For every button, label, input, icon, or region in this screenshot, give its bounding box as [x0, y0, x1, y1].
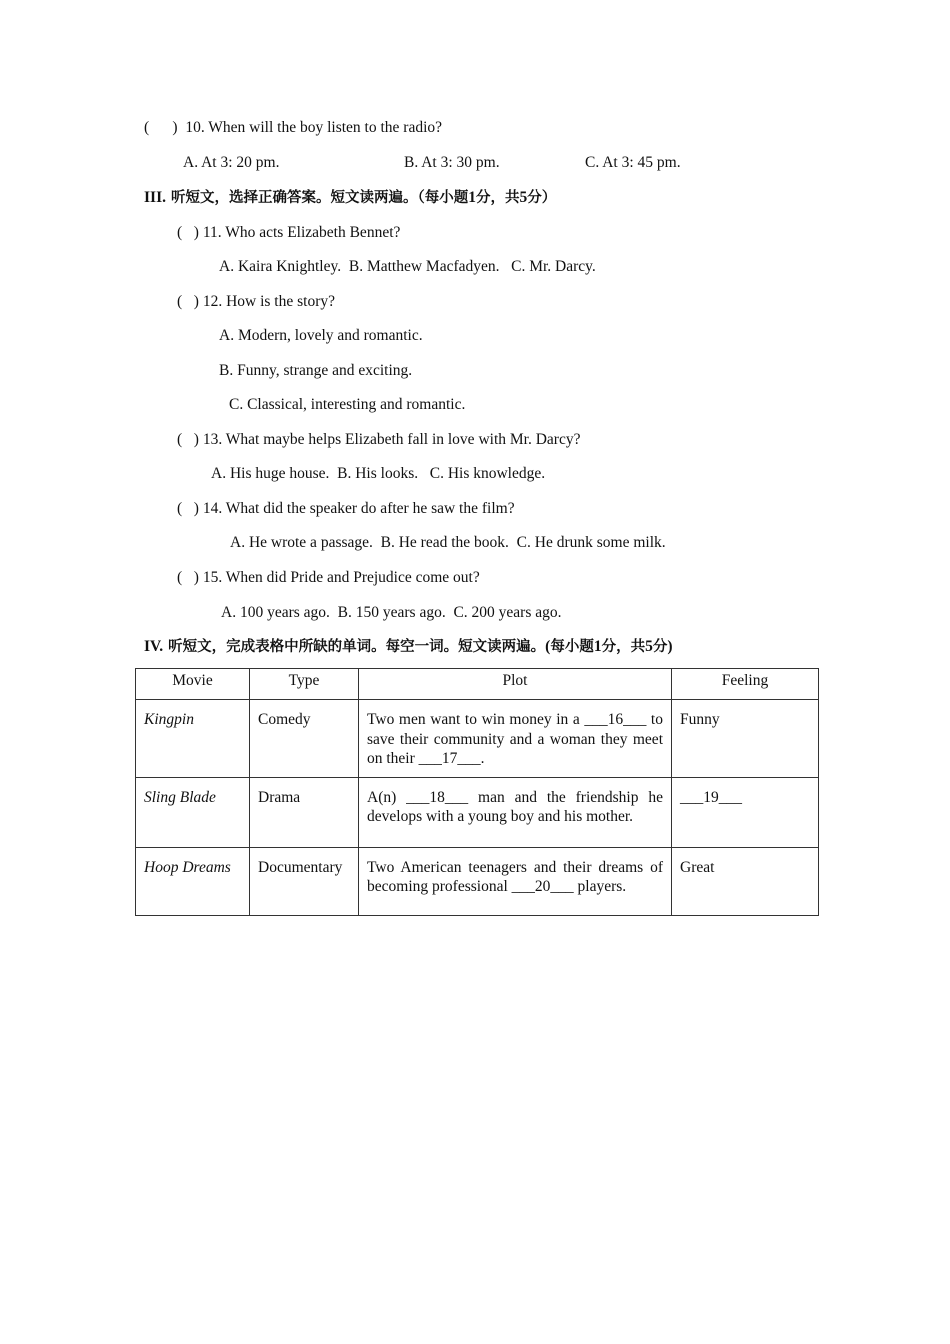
movie-cell: Sling Blade	[136, 777, 250, 847]
question-12-option-b: B. Funny, strange and exciting.	[219, 362, 413, 379]
header-type: Type	[250, 669, 359, 700]
section-4-heading	[144, 637, 673, 657]
question-10-stem: ( ) 10. When will the boy listen to the radio?	[144, 119, 443, 136]
section-3-title-mid: 分，共	[476, 190, 520, 206]
question-10-option-b: B. At 3: 30 pm.	[404, 154, 500, 171]
section-3-title-end: 分）	[527, 190, 557, 206]
movie-table	[135, 668, 819, 916]
movie-cell: Kingpin	[136, 700, 250, 778]
question-12-option-c: C. Classical, interesting and romantic.	[229, 396, 466, 413]
question-13-stem: ( ) 13. What maybe helps Elizabeth fall in love with Mr. Darcy?	[177, 431, 581, 448]
question-10-option-c: C. At 3: 45 pm.	[585, 154, 681, 171]
section-3-title: 听短文，选择正确答案。短文读两遍。（每小题	[165, 190, 469, 206]
section-4-title-end: 分	[652, 639, 668, 655]
feeling-cell: Funny	[672, 700, 819, 778]
table-row	[136, 700, 819, 778]
type-cell: Drama	[250, 777, 359, 847]
question-15-options: A. 100 years ago. B. 150 years ago. C. 200 years ago.	[221, 604, 562, 621]
table-header-row	[136, 669, 819, 700]
table-row	[136, 777, 819, 847]
section-4-numeral: IV.	[144, 638, 164, 655]
question-11-stem: ( ) 11. Who acts Elizabeth Bennet?	[177, 224, 401, 241]
type-cell: Documentary	[250, 847, 359, 915]
feeling-cell: ___19___	[672, 777, 819, 847]
section-3-numeral: III.	[144, 189, 166, 206]
question-12-option-a: A. Modern, lovely and romantic.	[219, 327, 423, 344]
section-4-total: 5	[645, 638, 653, 655]
plot-cell: Two American teenagers and their dreams of becoming professional ___20___ players.	[359, 847, 672, 915]
plot-cell: Two men want to win money in a ___16___ to save their community and a woman they meet on their ___17___.	[359, 700, 672, 778]
section-4-title-text: 每小题	[550, 639, 594, 655]
plot-cell: A(n) ___18___ man and the friendship he develops with a young boy and his mother.	[359, 777, 672, 847]
section-4-points: 1	[593, 638, 602, 655]
section-4-paren-close: )	[667, 638, 673, 655]
section-3-heading	[144, 188, 556, 208]
question-14-stem: ( ) 14. What did the speaker do after he saw the film?	[177, 500, 515, 517]
type-cell: Comedy	[250, 700, 359, 778]
header-plot: Plot	[359, 669, 672, 700]
section-3-total: 5	[519, 189, 528, 206]
section-4-title: 听短文，完成表格中所缺的单词。每空一词。短文读两遍。	[163, 639, 546, 655]
question-11-options: A. Kaira Knightley. B. Matthew Macfadyen. C. Mr. Darcy.	[219, 258, 596, 275]
question-12-stem: ( ) 12. How is the story?	[177, 293, 335, 310]
header-feeling: Feeling	[672, 669, 819, 700]
section-4-paren-open: (	[545, 638, 551, 655]
table-row	[136, 847, 819, 915]
header-movie: Movie	[136, 669, 250, 700]
movie-cell: Hoop Dreams	[136, 847, 250, 915]
feeling-cell: Great	[672, 847, 819, 915]
question-10-option-a: A. At 3: 20 pm.	[183, 154, 280, 171]
section-4-title-mid: 分，共	[601, 639, 646, 655]
section-3-points: 1	[468, 189, 477, 206]
question-15-stem: ( ) 15. When did Pride and Prejudice come out?	[177, 569, 480, 586]
question-14-options: A. He wrote a passage. B. He read the book. C. He drunk some milk.	[230, 534, 666, 551]
question-13-options: A. His huge house. B. His looks. C. His knowledge.	[211, 465, 546, 482]
